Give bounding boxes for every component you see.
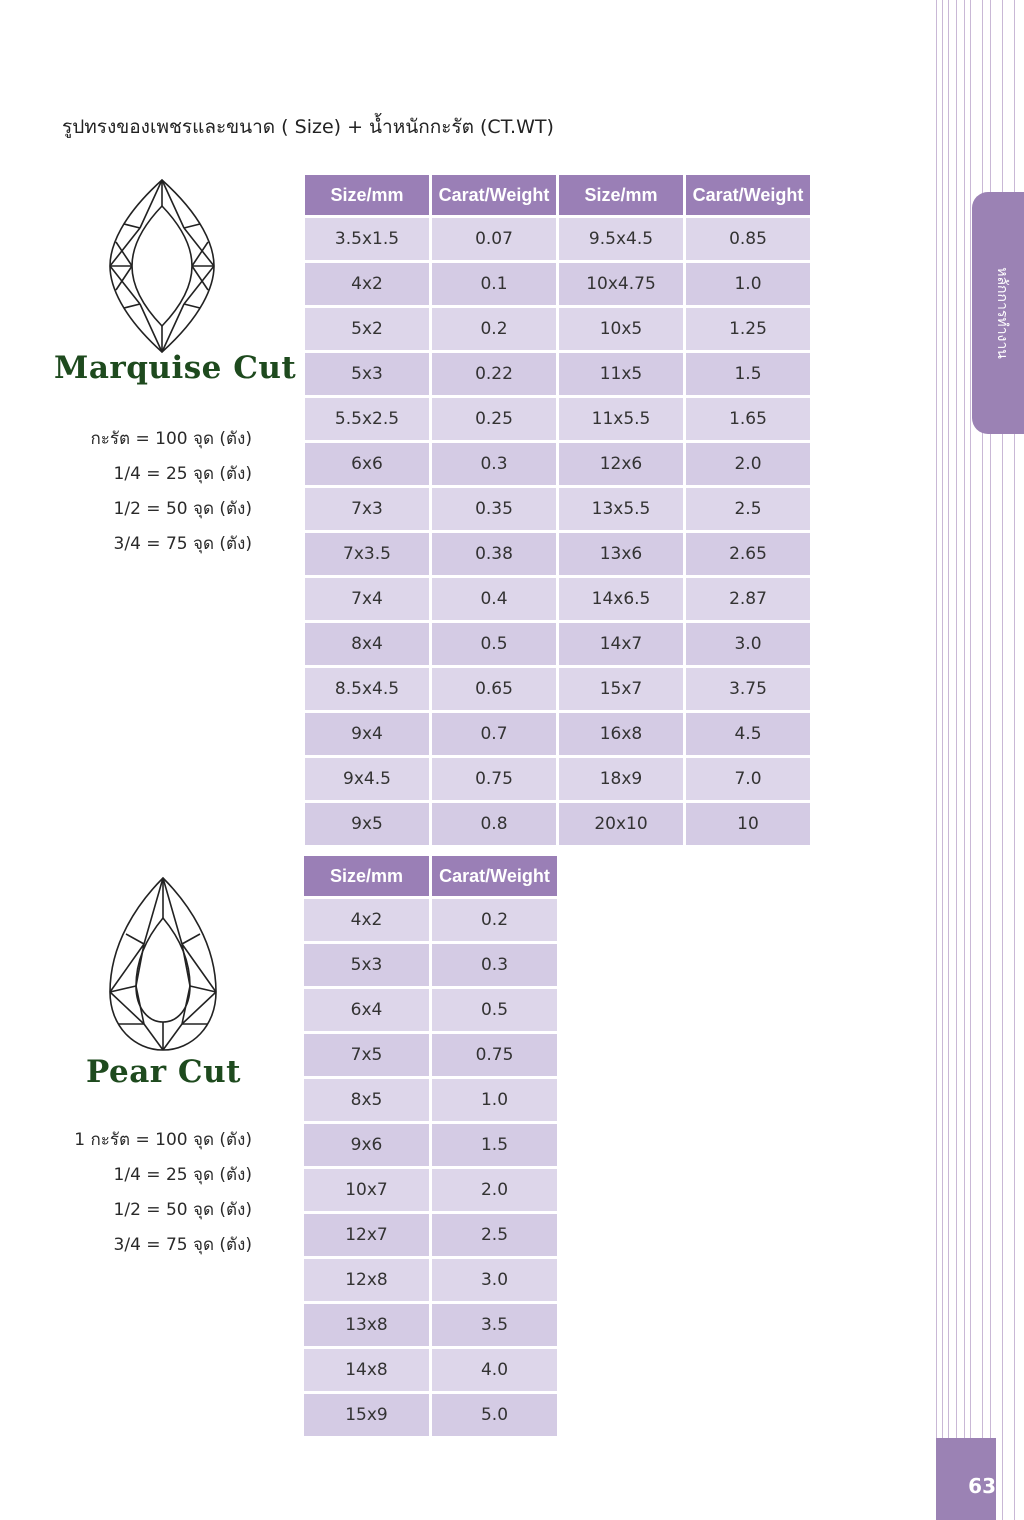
- table-cell: 1.0: [686, 263, 810, 305]
- table-cell: 0.38: [432, 533, 556, 575]
- table-cell: 4x2: [305, 263, 429, 305]
- table-row: [305, 488, 810, 530]
- table-cell: 0.2: [432, 899, 557, 941]
- table-row: [304, 944, 557, 986]
- pear-note: 1/2 = 50 จุด (ตัง): [113, 1200, 252, 1220]
- marquise-note: 1/4 = 25 จุด (ตัง): [113, 464, 252, 484]
- table-cell: 0.3: [432, 944, 557, 986]
- table-cell: 1.5: [432, 1124, 557, 1166]
- table-cell: 11x5: [559, 353, 683, 395]
- table-cell: 8.5x4.5: [305, 668, 429, 710]
- table-cell: 10: [686, 803, 810, 845]
- table-row: [305, 578, 810, 620]
- table-row: [304, 1124, 557, 1166]
- table-row: [305, 308, 810, 350]
- table-cell: 9x6: [304, 1124, 429, 1166]
- table-cell: 0.75: [432, 758, 556, 800]
- table-row: [305, 218, 810, 260]
- table-row: [304, 989, 557, 1031]
- table-row: [304, 1169, 557, 1211]
- table-row: [304, 1304, 557, 1346]
- table-cell: 3.5: [432, 1304, 557, 1346]
- marquise-diamond-icon: [106, 176, 218, 356]
- side-tab: [972, 192, 1024, 434]
- table-cell: 10x5: [559, 308, 683, 350]
- table-cell: 1.0: [432, 1079, 557, 1121]
- table-cell: 0.2: [432, 308, 556, 350]
- table-cell: 7x3.5: [305, 533, 429, 575]
- table-row: [305, 353, 810, 395]
- table-cell: 5.5x2.5: [305, 398, 429, 440]
- column-header: Carat/Weight: [686, 175, 810, 215]
- pear-note: 3/4 = 75 จุด (ตัง): [113, 1235, 252, 1255]
- marquise-notes: [60, 422, 252, 562]
- table-cell: 8x4: [305, 623, 429, 665]
- pear-size-table: [301, 853, 560, 1439]
- table-cell: 4x2: [304, 899, 429, 941]
- table-cell: 9x5: [305, 803, 429, 845]
- table-cell: 20x10: [559, 803, 683, 845]
- marquise-note: กะรัต = 100 จุด (ตัง): [90, 429, 252, 449]
- table-cell: 3.0: [432, 1259, 557, 1301]
- table-cell: 14x6.5: [559, 578, 683, 620]
- column-header: Size/mm: [304, 856, 429, 896]
- pear-diamond-icon: [104, 874, 222, 1054]
- pear-notes: [40, 1123, 252, 1263]
- table-row: [305, 668, 810, 710]
- table-cell: 10x7: [304, 1169, 429, 1211]
- table-cell: 0.65: [432, 668, 556, 710]
- table-cell: 7x5: [304, 1034, 429, 1076]
- pear-cut-title: Pear Cut: [86, 1054, 241, 1090]
- table-cell: 0.07: [432, 218, 556, 260]
- column-header: Size/mm: [559, 175, 683, 215]
- table-cell: 4.5: [686, 713, 810, 755]
- marquise-note: 3/4 = 75 จุด (ตัง): [113, 534, 252, 554]
- table-cell: 7.0: [686, 758, 810, 800]
- marquise-note: 1/2 = 50 จุด (ตัง): [113, 499, 252, 519]
- table-cell: 2.5: [432, 1214, 557, 1256]
- table-cell: 2.0: [686, 443, 810, 485]
- table-cell: 3.0: [686, 623, 810, 665]
- marquise-cut-title: Marquise Cut: [54, 350, 297, 386]
- table-cell: 5x3: [305, 353, 429, 395]
- table-cell: 0.1: [432, 263, 556, 305]
- table-cell: 12x8: [304, 1259, 429, 1301]
- table-cell: 13x8: [304, 1304, 429, 1346]
- marquise-size-table: [302, 172, 813, 848]
- pear-note: 1 กะรัต = 100 จุด (ตัง): [74, 1130, 252, 1150]
- table-cell: 13x5.5: [559, 488, 683, 530]
- table-cell: 15x9: [304, 1394, 429, 1436]
- table-cell: 6x6: [305, 443, 429, 485]
- table-row: [304, 1349, 557, 1391]
- table-row: [305, 398, 810, 440]
- table-cell: 12x7: [304, 1214, 429, 1256]
- table-cell: 1.25: [686, 308, 810, 350]
- table-row: [305, 533, 810, 575]
- table-cell: 2.0: [432, 1169, 557, 1211]
- table-cell: 16x8: [559, 713, 683, 755]
- side-tab-label: หลักการทำงาน: [994, 267, 1010, 359]
- table-cell: 12x6: [559, 443, 683, 485]
- table-cell: 2.65: [686, 533, 810, 575]
- table-row: [305, 803, 810, 845]
- table-cell: 13x6: [559, 533, 683, 575]
- table-row: [304, 899, 557, 941]
- table-cell: 9x4.5: [305, 758, 429, 800]
- table-row: [305, 623, 810, 665]
- table-cell: 3.5x1.5: [305, 218, 429, 260]
- table-cell: 5.0: [432, 1394, 557, 1436]
- table-row: [305, 263, 810, 305]
- table-cell: 5x2: [305, 308, 429, 350]
- table-cell: 9.5x4.5: [559, 218, 683, 260]
- table-cell: 3.75: [686, 668, 810, 710]
- table-cell: 18x9: [559, 758, 683, 800]
- table-cell: 9x4: [305, 713, 429, 755]
- table-row: [305, 758, 810, 800]
- table-cell: 1.65: [686, 398, 810, 440]
- table-cell: 0.4: [432, 578, 556, 620]
- table-cell: 0.8: [432, 803, 556, 845]
- table-cell: 10x4.75: [559, 263, 683, 305]
- table-header-row: [305, 175, 810, 215]
- column-header: Carat/Weight: [432, 175, 556, 215]
- table-cell: 0.35: [432, 488, 556, 530]
- table-row: [304, 1259, 557, 1301]
- table-row: [305, 713, 810, 755]
- table-row: [304, 1034, 557, 1076]
- table-cell: 4.0: [432, 1349, 557, 1391]
- table-cell: 0.5: [432, 623, 556, 665]
- table-row: [304, 1394, 557, 1436]
- table-cell: 7x3: [305, 488, 429, 530]
- column-header: Carat/Weight: [432, 856, 557, 896]
- pear-note: 1/4 = 25 จุด (ตัง): [113, 1165, 252, 1185]
- table-cell: 0.7: [432, 713, 556, 755]
- table-cell: 2.87: [686, 578, 810, 620]
- table-cell: 14x8: [304, 1349, 429, 1391]
- table-row: [305, 443, 810, 485]
- table-cell: 0.22: [432, 353, 556, 395]
- column-header: Size/mm: [305, 175, 429, 215]
- page-title: รูปทรงของเพชรและขนาด ( Size) + น้ำหนักกะรัต (CT.WT): [62, 116, 554, 138]
- table-cell: 7x4: [305, 578, 429, 620]
- table-cell: 15x7: [559, 668, 683, 710]
- table-cell: 0.5: [432, 989, 557, 1031]
- table-header-row: [304, 856, 557, 896]
- table-cell: 0.3: [432, 443, 556, 485]
- table-cell: 2.5: [686, 488, 810, 530]
- table-row: [304, 1214, 557, 1256]
- table-cell: 11x5.5: [559, 398, 683, 440]
- page-number: 63: [936, 1438, 996, 1520]
- table-cell: 14x7: [559, 623, 683, 665]
- table-cell: 0.85: [686, 218, 810, 260]
- table-row: [304, 1079, 557, 1121]
- table-cell: 6x4: [304, 989, 429, 1031]
- table-cell: 8x5: [304, 1079, 429, 1121]
- table-cell: 5x3: [304, 944, 429, 986]
- table-cell: 1.5: [686, 353, 810, 395]
- table-cell: 0.75: [432, 1034, 557, 1076]
- table-cell: 0.25: [432, 398, 556, 440]
